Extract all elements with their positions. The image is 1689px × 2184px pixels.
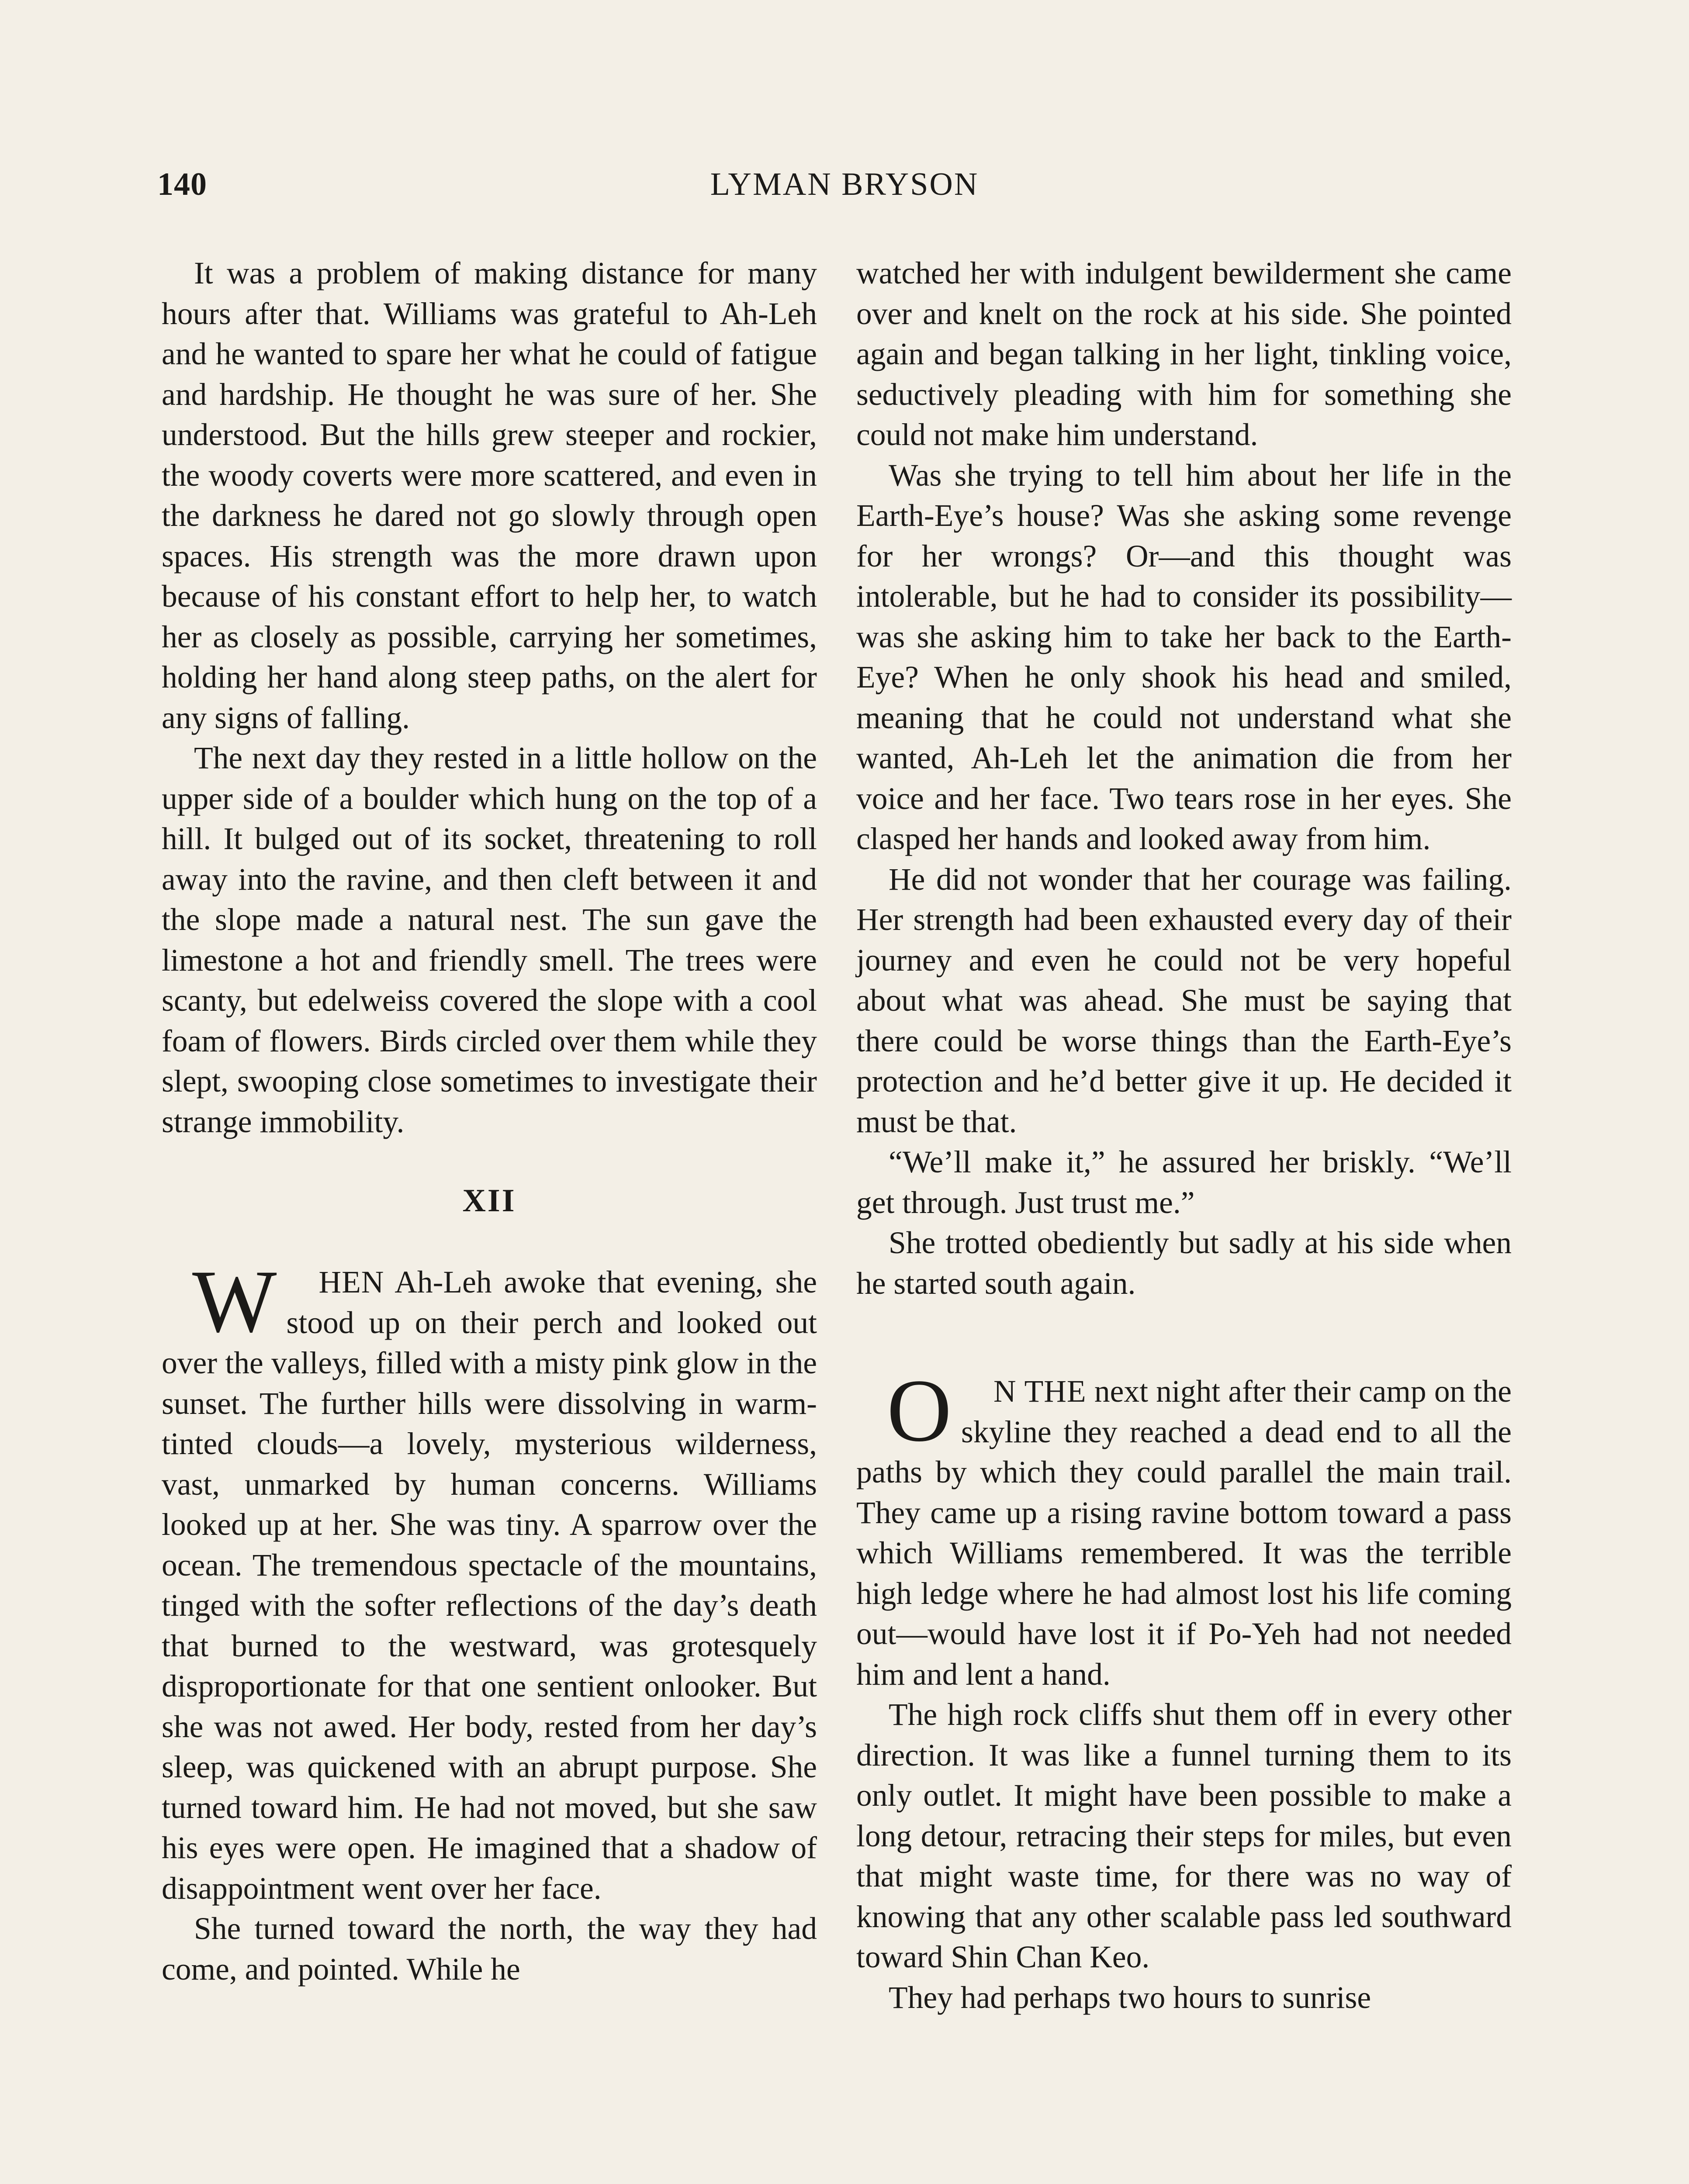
left-column: [162, 253, 817, 1990]
paragraph: The high rock cliffs shut them off in every other direction. It was like a funnel turning them to its only outlet. It might have been possible to make a long detour, retracing their steps for miles, but even that might waste time, for there was no way of knowing that any other scalable pass led southward toward Shin Chan Keo.: [856, 1697, 1512, 1974]
paragraph: She trotted obediently but sadly at his side when he started south again.: [856, 1226, 1512, 1301]
paragraph: He did not wonder that her courage was failing. Her strength had been exhausted every day of their journey and even he could not be very hopeful about what was ahead. She must be saying that there could be worse things than the Earth-Eye’s protection and he’d better give it up. He decided it must be that.: [856, 862, 1512, 1139]
paragraph: It was a problem of making distance for many hours after that. Williams was grateful to Ah-Leh and he wanted to spare her what he could of fatigue and hardship. He thought he was sure of her. She understood. But the hills grew steeper and rockier, the woody coverts were more scattered, and even in the darkness he dared not go slowly through open spaces. His strength was the more drawn upon because of his constant effort to help her, to watch her as closely as possible, carrying her sometimes, holding her hand along steep paths, on the alert for any signs of falling.: [162, 256, 817, 735]
paragraph-with-dropcap: [162, 1252, 817, 1909]
drop-cap: O: [887, 1361, 952, 1460]
drop-cap: W: [192, 1252, 277, 1351]
paragraph: “We’ll make it,” he assured her briskly. “We’ll get through. Just trust me.”: [856, 1145, 1512, 1220]
paragraph: The next day they rested in a little hollow on the upper side of a boulder which hung on the top of a hill. It bulged out of its socket, threatening to roll away into the ravine, and then cleft between it and the slope made a natural nest. The sun gave the limestone a hot and friendly smell. The trees were scanty, but edelweiss covered the slope with a cool foam of flowers. Birds circled over them while they slept, swooping close sometimes to investigate their strange immobility.: [162, 741, 817, 1139]
lead-in: N THE: [993, 1374, 1087, 1409]
paragraph: Was she trying to tell him about her life in the Earth-Eye’s house? Was she asking some revenge for her wrongs? Or—and this thought was intolerable, but he had to consider its possibility—was she asking him to take her back to the Earth-Eye? When he only shook his head and smiled, meaning that he could not understand what she wanted, Ah-Leh let the animation die from her voice and her face. Two tears rose in her eyes. She clasped her hands and looked away from him.: [856, 458, 1512, 856]
right-column: [856, 253, 1512, 2018]
paragraph: She turned toward the north, the way they had come, and pointed. While he: [162, 1911, 817, 1987]
page-header: [0, 166, 1689, 214]
paragraph: They had perhaps two hours to sunrise: [889, 1980, 1371, 2015]
lead-in: HEN: [318, 1265, 384, 1299]
section-break: [856, 1304, 1512, 1372]
paragraph: watched her with indulgent bewilderment she came over and knelt on the rock at his side. She pointed again and began talking in her light, tinkling voice, seductively pleading with him for something she could not make him understand.: [856, 256, 1512, 452]
paragraph-with-dropcap: [856, 1361, 1512, 1695]
section-heading: XII: [462, 1183, 516, 1219]
page-number: 140: [157, 166, 207, 202]
paragraph-text: Ah-Leh awoke that evening, she stood up on their perch and looked out over the valleys, filled with a misty pink glow in the sunset. The further hills were dissolving in warm-tinted clouds—a lovely, mysterious wilderness, vast, unmarked by human concerns. Williams looked up at her. She was tiny. A sparrow over the ocean. The tremendous spectacle of the mountains, tinged with the softer reflections of the day’s death that burned to the westward, was grotesquely disproportionate for that one sentient onlooker. But she was not awed. Her body, rested from her day’s sleep, was quickened with an abrupt purpose. She turned toward him. He had not moved, but she saw his eyes were open. He imagined that a shadow of disappointment went over her face.: [162, 1265, 817, 1906]
running-head: LYMAN BRYSON: [710, 166, 979, 202]
paragraph-text: next night after their camp on the skyline they reached a dead end to all the paths by which they could parallel the main trail. They came up a rising ravine bottom toward a pass which Williams remembered. It was the terrible high ledge where he had almost lost his life coming out—would have lost it if Po-Yeh had not needed him and lent a hand.: [856, 1374, 1512, 1692]
